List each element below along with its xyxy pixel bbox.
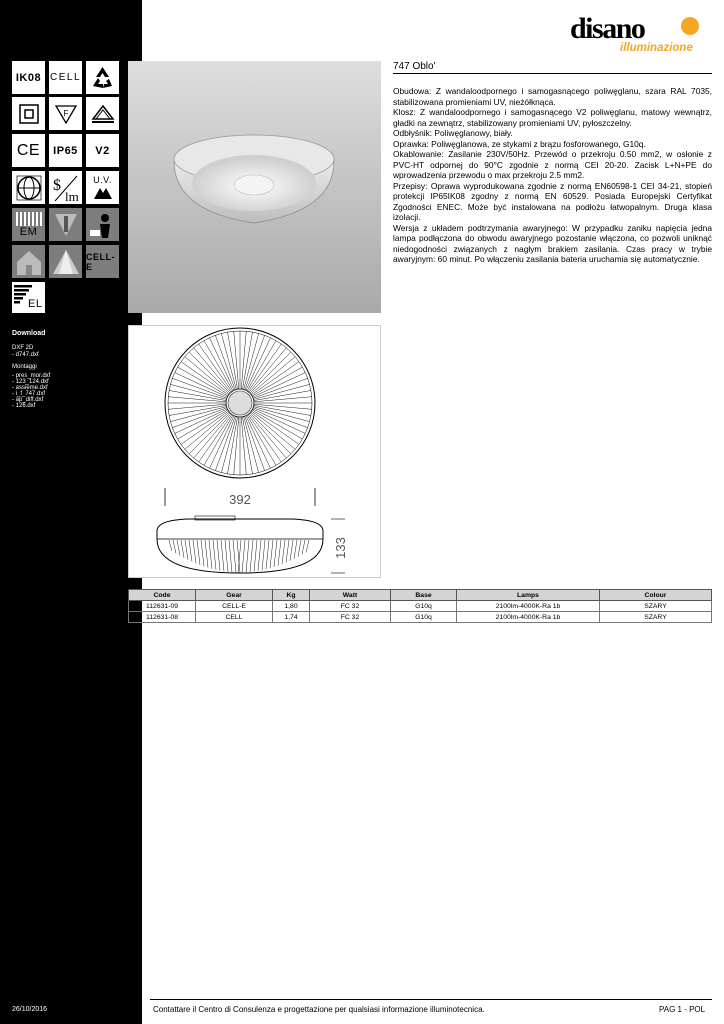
disano-logo xyxy=(570,12,710,54)
cell-lamps: 2100lm-4000K-Ra 1b xyxy=(457,612,600,623)
logo-wordmark: disano xyxy=(570,12,645,45)
column-header: Gear xyxy=(196,590,273,601)
footer-contact: Contattare il Centro di Consulenza e progettazione per qualsiasi informazione illuminotecnica. xyxy=(153,1005,485,1014)
footer-divider xyxy=(150,999,712,1000)
cell-badge: CELL xyxy=(49,61,82,94)
product-title: 747 Oblo' xyxy=(393,61,436,72)
column-header: Base xyxy=(391,590,457,601)
cell-e-badge: CELL-E xyxy=(86,245,119,278)
cell-base: G10q xyxy=(391,612,457,623)
column-header: Watt xyxy=(310,590,391,601)
class-ii-icon xyxy=(12,97,45,130)
cell-base: G10q xyxy=(391,601,457,612)
title-divider xyxy=(393,73,712,74)
svg-text:$: $ xyxy=(52,176,61,194)
montaggi-file-link[interactable]: - ap_diff.dxf xyxy=(12,397,44,403)
ce-mark-icon: CE xyxy=(12,134,45,167)
cell-watt: FC 32 xyxy=(310,612,391,623)
dxf-file-link[interactable]: - d747.dxf xyxy=(12,352,39,358)
el-badge: EL xyxy=(12,282,45,313)
svg-text:F: F xyxy=(63,108,68,118)
cell-kg: 1,74 xyxy=(273,612,310,623)
cell-colour: SZARY xyxy=(600,601,712,612)
table-header-row xyxy=(129,590,712,601)
column-header: Kg xyxy=(273,590,310,601)
v2-badge: V2 xyxy=(86,134,119,167)
recycle-icon xyxy=(86,61,119,94)
em-bars-icon xyxy=(16,212,42,226)
footer-page-number: PAG 1 - POL xyxy=(659,1005,706,1014)
montaggi-file-link[interactable]: - i_f_747.dxf xyxy=(12,391,46,397)
f-mark-icon xyxy=(49,97,82,130)
column-header: Colour xyxy=(600,590,712,601)
technical-drawing xyxy=(128,325,381,578)
uv-resistance-icon: U.V. xyxy=(86,171,119,204)
cell-gear: CELL xyxy=(196,612,273,623)
cell-kg: 1,80 xyxy=(273,601,310,612)
description-reflector: Odbłyśnik: Poliwęglanowy, biały. xyxy=(393,128,513,138)
product-description xyxy=(393,86,712,265)
cell-code: 112631-08 xyxy=(129,612,196,623)
mounting-surface-icon xyxy=(86,97,119,130)
cell-code: 112631-09 xyxy=(129,601,196,612)
table-row[interactable] xyxy=(129,612,712,623)
montaggi-file-link[interactable]: - pres_mor.dxf xyxy=(12,373,51,379)
column-header: Lamps xyxy=(457,590,600,601)
description-diffuser: Klosz: Z wandaloodpornego i samogasnącego V2 poliwęglanu, matowy wewnątrz, gładki na zewnątrz, stabilizowany promieniami UV, pyłoszczelny. xyxy=(393,107,712,128)
product-photo xyxy=(128,61,381,313)
enec-globe-icon xyxy=(12,171,45,204)
download-heading: Download xyxy=(12,330,46,337)
cell-gear: CELL-E xyxy=(196,601,273,612)
light-beam-icon xyxy=(49,245,82,278)
cell-lamps: 2100lm-4000K-Ra 1b xyxy=(457,601,600,612)
logo-subtitle: illuminazione xyxy=(620,42,693,54)
montaggi-file-link[interactable]: - assieme.dxf xyxy=(12,385,48,391)
description-housing: Obudowa: Z wandaloodpornego i samogasnącego poliwęglanu, szara RAL 7035, stabilizowana promieniami UV, nieżółknąca. xyxy=(393,86,712,107)
montaggi-file-link[interactable]: - 126.dxf xyxy=(12,403,36,409)
description-emergency: Wersja z układem podtrzymania awaryjnego: W przypadku zaniku napięcia jedna lampa podłączona do obwodu awaryjnego pozostanie włączona, co pozwoli uniknąć niedogodności związanych z nagłym brakiem zasilania. Czas pracy w trybie awaryjnym: 60 minut. Po włączeniu zasilania bateria uruchamia się automatycznie. xyxy=(393,222,712,264)
description-wiring: Okablowanie: Zasilanie 230V/50Hz. Przewód o przekroju 0.50 mm2, w osłonie z PVC-HT odpornej do 90°C zgodnie z normą CEI 20-20. Zacisk L+N+PE do wprowadzenia przewodu o max przekroju 2.5 mm2. xyxy=(393,149,712,180)
svg-text:lm: lm xyxy=(64,188,79,203)
montaggi-file-link[interactable]: - 123_124.dxf xyxy=(12,379,49,385)
description-lampholder: Oprawka: Poliwęglanowa, ze stykami z brązu fosforowanego, G10q. xyxy=(393,138,646,149)
logo-dot xyxy=(681,17,699,35)
footer-date: 26/10/2016 xyxy=(12,1006,48,1013)
ip65-badge: IP65 xyxy=(49,134,82,167)
montaggi-label: Montaggi xyxy=(12,364,37,370)
hammer-triangle-icon xyxy=(49,208,82,241)
cell-colour: SZARY xyxy=(600,612,712,623)
column-header: Code xyxy=(129,590,196,601)
dxf-label: DXF 2D xyxy=(12,345,34,351)
height-dimension: 133 xyxy=(333,537,348,559)
width-dimension: 392 xyxy=(229,492,251,507)
em-badge: EM xyxy=(12,208,45,241)
ik08-badge: IK08 xyxy=(12,61,45,94)
product-spec-table xyxy=(128,589,712,623)
installer-figure-icon xyxy=(86,208,119,241)
sidebar xyxy=(0,0,142,1024)
table-row[interactable] xyxy=(129,601,712,612)
house-icon xyxy=(12,245,45,278)
dollar-lm-icon xyxy=(49,171,82,204)
description-standards: Przepisy: Oprawa wyprodukowana zgodnie z normą EN60598-1 CEI 34-21, stopień protekcji IP65IK08 zgodny z normą EN 60529. Posiada Europejski Certyfikat Zgodności ENEC. Może być instalowana na podłożu łatwopalnym. Druga klasa izolacji. xyxy=(393,180,712,222)
cell-watt: FC 32 xyxy=(310,601,391,612)
